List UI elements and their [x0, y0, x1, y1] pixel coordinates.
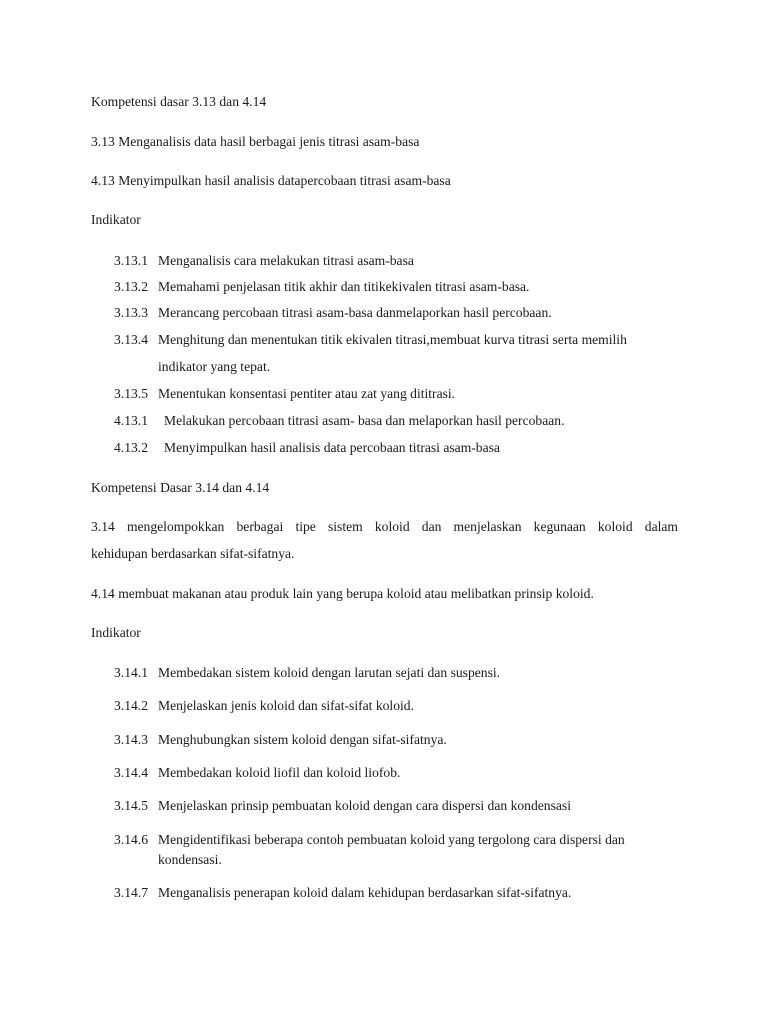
indikator-label: Indikator	[91, 212, 141, 227]
indicator-item	[114, 412, 564, 430]
kd-414-statement: 4.14 membuat makanan atau produk lain yang berupa koloid atau melibatkan prinsip koloid.	[91, 586, 594, 601]
indicator-number: 3.13.3	[114, 305, 148, 320]
indicator-item	[114, 831, 625, 849]
indicator-text: Membedakan koloid liofil dan koloid liofob.	[158, 765, 401, 780]
indicator-text: Menghubungkan sistem koloid dengan sifat-sifatnya.	[158, 732, 447, 747]
indicator-item	[114, 331, 627, 349]
section-heading-kd-313-414: Kompetensi dasar 3.13 dan 4.14	[91, 94, 267, 109]
kd-313-statement: 3.13 Menganalisis data hasil berbagai jenis titrasi asam-basa	[91, 134, 420, 149]
indicator-number: 4.13.1	[114, 413, 148, 428]
indicator-text: Merancang percobaan titrasi asam-basa danmelaporkan hasil percobaan.	[158, 305, 552, 320]
kd-413-statement: 4.13 Menyimpulkan hasil analisis datapercobaan titrasi asam-basa	[91, 173, 451, 188]
indicator-item	[114, 664, 500, 682]
indicator-text: Menganalisis cara melakukan titrasi asam-basa	[158, 253, 414, 268]
indicator-text: Mengidentifikasi beberapa contoh pembuatan koloid yang tergolong cara dispersi dan	[158, 832, 625, 847]
indicator-text: Menentukan konsentasi pentiter atau zat yang dititrasi.	[158, 386, 456, 401]
indicator-continuation: indikator yang tepat.	[158, 359, 271, 374]
indicator-number: 3.14.7	[114, 885, 148, 900]
indicator-number: 4.13.2	[114, 440, 148, 455]
indicator-item	[114, 764, 400, 782]
indicator-text: Menjelaskan jenis koloid dan sifat-sifat koloid.	[158, 698, 414, 713]
indicator-text: Menghitung dan menentukan titik ekivalen titrasi,membuat kurva titrasi serta memilih	[158, 332, 627, 347]
indicator-number: 3.14.4	[114, 765, 148, 780]
indicator-text: Menyimpulkan hasil analisis data percobaan titrasi asam-basa	[164, 440, 500, 455]
indicator-item	[114, 385, 455, 403]
indicator-text: Melakukan percobaan titrasi asam- basa dan melaporkan hasil percobaan.	[164, 413, 565, 428]
indicator-item	[114, 731, 447, 749]
indicator-number: 3.13.4	[114, 332, 148, 347]
indicator-number: 3.13.5	[114, 386, 148, 401]
kd-314-statement-line2: kehidupan berdasarkan sifat-sifatnya.	[91, 546, 295, 561]
indicator-text: Menganalisis penerapan koloid dalam kehidupan berdasarkan sifat-sifatnya.	[158, 885, 572, 900]
indikator-label: Indikator	[91, 625, 141, 640]
indicator-item	[114, 439, 500, 457]
indicator-item	[114, 884, 571, 902]
indicator-number: 3.13.2	[114, 279, 148, 294]
indicator-number: 3.13.1	[114, 253, 148, 268]
indicator-item	[114, 304, 552, 322]
indicator-number: 3.14.3	[114, 732, 148, 747]
indicator-number: 3.14.5	[114, 798, 148, 813]
indicator-text: Memahami penjelasan titik akhir dan titikekivalen titrasi asam-basa.	[158, 279, 530, 294]
indicator-item	[114, 697, 414, 715]
indicator-item	[114, 252, 414, 270]
indicator-number: 3.14.1	[114, 665, 148, 680]
indicator-text: Membedakan sistem koloid dengan larutan sejati dan suspensi.	[158, 665, 501, 680]
indicator-text: Menjelaskan prinsip pembuatan koloid dengan cara dispersi dan kondensasi	[158, 798, 571, 813]
indicator-number: 3.14.2	[114, 698, 148, 713]
indicator-number: 3.14.6	[114, 832, 148, 847]
kd-314-statement-line1: 3.14 mengelompokkan berbagai tipe sistem koloid dan menjelaskan kegunaan koloid dalam	[91, 519, 678, 534]
section-heading-kd-314-414: Kompetensi Dasar 3.14 dan 4.14	[91, 480, 270, 495]
indicator-continuation: kondensasi.	[158, 852, 222, 867]
indicator-item	[114, 278, 529, 296]
indicator-item	[114, 797, 571, 815]
